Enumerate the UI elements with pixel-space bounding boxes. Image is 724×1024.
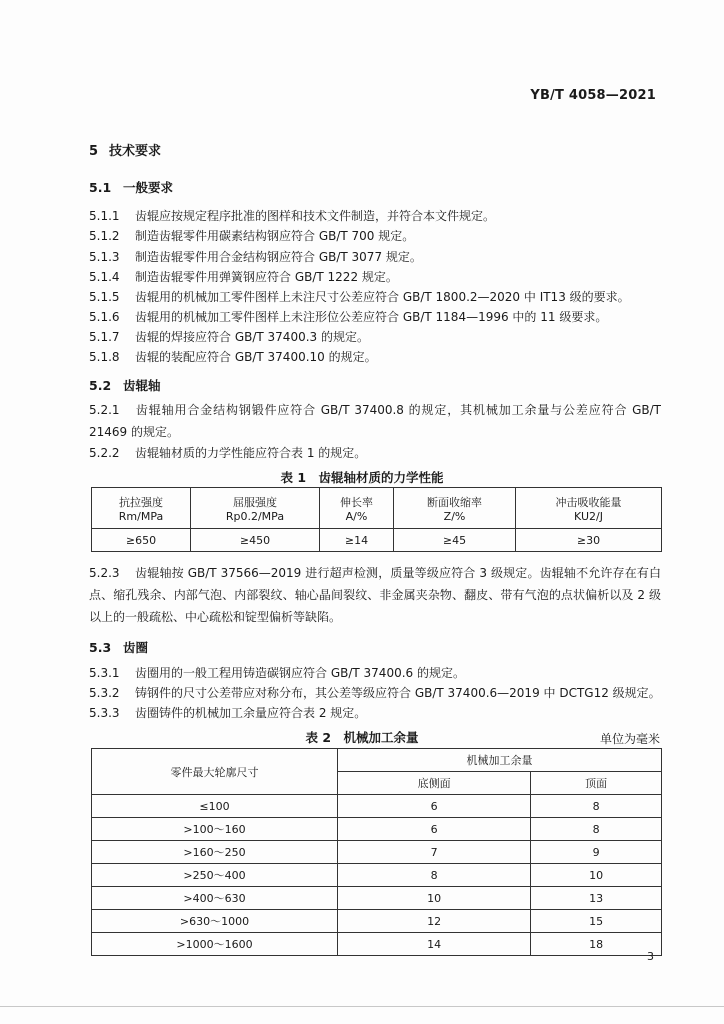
header-unit: A/% [345, 509, 368, 523]
table-cell: >250～400 [92, 864, 338, 887]
section-number: 5.1 [89, 180, 112, 195]
section-5-2-heading [89, 376, 161, 394]
clause-5-1-6 [89, 308, 607, 325]
section-title: 齿辊轴 [123, 378, 161, 393]
clause-number: 5.1.4 [89, 270, 120, 284]
table-cell: >630～1000 [92, 910, 338, 933]
table-row [92, 933, 662, 956]
section-title: 技术要求 [109, 144, 162, 159]
clause-text: 齿辊用的机械加工零件图样上未注尺寸公差应符合 GB/T 1800.2—2020 中 IT13 级的要求。 [135, 290, 630, 304]
standard-number-header: YB/T 4058—2021 [530, 88, 656, 103]
clause-text: 齿辊轴材质的力学性能应符合表 1 的规定。 [135, 446, 367, 460]
clause-number: 5.3.2 [89, 686, 120, 700]
table-row [92, 818, 662, 841]
clause-5-1-5 [89, 288, 630, 305]
clause-5-2-3 [89, 562, 661, 628]
header-unit: KU2/J [574, 509, 603, 523]
clause-number: 5.1.3 [89, 250, 120, 264]
header-cell-elongation [319, 488, 393, 529]
clause-5-3-3 [89, 704, 366, 721]
clause-number: 5.1.7 [89, 330, 120, 344]
clause-text: 制造齿辊零件用弹簧钢应符合 GB/T 1222 规定。 [135, 270, 398, 284]
clause-5-2-2 [89, 444, 366, 461]
clause-5-1-8 [89, 348, 377, 365]
header-cell-side: 底侧面 [338, 772, 531, 795]
clause-text: 齿辊轴用合金结构钢锻件应符合 GB/T 37400.8 的规定，其机械加工余量与公差应符合 GB/T 21469 的规定。 [89, 403, 661, 439]
table-cell: 7 [338, 841, 531, 864]
section-number: 5.3 [89, 640, 112, 655]
table-cell: 6 [338, 818, 531, 841]
table-cell: ≥14 [319, 529, 393, 552]
header-label: 冲击吸收能量 [555, 495, 622, 509]
table-2-caption: 表 2 机械加工余量 [305, 730, 419, 745]
table-cell: 10 [338, 887, 531, 910]
clause-5-1-1 [89, 207, 495, 224]
table-1-caption: 表 1 齿辊轴材质的力学性能 [280, 470, 444, 485]
clause-text: 齿辊的装配应符合 GB/T 37400.10 的规定。 [135, 350, 377, 364]
clause-number: 5.1.8 [89, 350, 120, 364]
table-row [92, 910, 662, 933]
table-header-row [92, 488, 662, 529]
clause-text: 齿圈铸件的机械加工余量应符合表 2 规定。 [135, 706, 367, 720]
table-cell: 14 [338, 933, 531, 956]
section-number: 5 [89, 144, 99, 159]
table-cell: 8 [531, 818, 662, 841]
clause-text: 齿辊轴按 GB/T 37566—2019 进行超声检测，质量等级应符合 3 级规定。齿辊轴不允许存在有白点、缩孔残余、内部气泡、内部裂纹、轴心晶间裂纹、非金属夹杂物、翻皮、带有气泡的点状偏析以及 2 级以上的一般疏松、中心疏松和锭型偏析等缺陷。 [89, 566, 661, 624]
machining-allowance-table [91, 748, 662, 956]
clause-number: 5.2.3 [89, 566, 120, 580]
table-cell: 6 [338, 795, 531, 818]
clause-5-3-1 [89, 664, 465, 681]
clause-number: 5.1.5 [89, 290, 120, 304]
clause-5-1-4 [89, 268, 398, 285]
header-label: 屈服强度 [232, 495, 277, 509]
table-row [92, 841, 662, 864]
table-row [92, 529, 662, 552]
clause-5-1-7 [89, 328, 369, 345]
clause-number: 5.1.1 [89, 209, 120, 223]
table-cell: >160～250 [92, 841, 338, 864]
header-cell-tensile [92, 488, 191, 529]
table-cell: 13 [531, 887, 662, 910]
table-cell: 8 [531, 795, 662, 818]
clause-number: 5.3.1 [89, 666, 120, 680]
section-title: 齿圈 [123, 640, 149, 655]
clause-number: 5.1.6 [89, 310, 120, 324]
clause-5-3-2 [89, 684, 661, 701]
page-number: 3 [647, 950, 654, 963]
table-row [92, 864, 662, 887]
header-unit: Rm/MPa [118, 509, 164, 523]
section-5-1-heading [89, 178, 173, 196]
table-row [92, 887, 662, 910]
table-cell: 10 [531, 864, 662, 887]
header-label: 断面收缩率 [427, 495, 482, 509]
table-cell: 18 [531, 933, 662, 956]
header-unit: Z/% [443, 509, 466, 523]
clause-5-2-1 [89, 399, 661, 443]
section-title: 一般要求 [123, 180, 174, 195]
header-unit: Rp0.2/MPa [225, 509, 285, 523]
clause-5-1-3 [89, 248, 422, 265]
table-cell: >400～630 [92, 887, 338, 910]
clause-5-1-2 [89, 227, 414, 244]
section-5-heading [89, 140, 161, 159]
mechanical-properties-table [91, 487, 662, 552]
clause-text: 铸钢件的尺寸公差带应对称分布，其公差等级应符合 GB/T 37400.6—2019 中 DCTG12 级规定。 [135, 686, 661, 700]
table-header-row [92, 749, 662, 772]
clause-text: 齿辊应按规定程序批准的图样和技术文件制造，并符合本文件规定。 [135, 209, 496, 223]
clause-text: 齿圈用的一般工程用铸造碳钢应符合 GB/T 37400.6 的规定。 [135, 666, 465, 680]
table-cell: ≥450 [190, 529, 319, 552]
section-number: 5.2 [89, 378, 112, 393]
table-cell: ≥30 [516, 529, 662, 552]
clause-number: 5.1.2 [89, 229, 120, 243]
clause-number: 5.3.3 [89, 706, 120, 720]
table-cell: >1000～1600 [92, 933, 338, 956]
header-label: 伸长率 [339, 495, 373, 509]
table-cell: 15 [531, 910, 662, 933]
section-5-3-heading [89, 638, 148, 656]
header-cell-allowance: 机械加工余量 [338, 749, 662, 772]
clause-number: 5.2.1 [89, 403, 120, 417]
table-cell: ≥650 [92, 529, 191, 552]
header-cell-impact [516, 488, 662, 529]
clause-text: 制造齿辊零件用碳素结构钢应符合 GB/T 700 规定。 [135, 229, 415, 243]
header-label: 抗拉强度 [118, 495, 163, 509]
header-cell-size: 零件最大轮廓尺寸 [92, 749, 338, 795]
clause-text: 齿辊的焊接应符合 GB/T 37400.3 的规定。 [135, 330, 369, 344]
header-cell-reduction [394, 488, 516, 529]
header-cell-yield [190, 488, 319, 529]
table-cell: 12 [338, 910, 531, 933]
clause-number: 5.2.2 [89, 446, 120, 460]
table-row [92, 795, 662, 818]
table-cell: >100～160 [92, 818, 338, 841]
clause-text: 制造齿辊零件用合金结构钢应符合 GB/T 3077 规定。 [135, 250, 422, 264]
table-cell: 8 [338, 864, 531, 887]
table-2-unit-note: 单位为毫米 [599, 732, 660, 746]
table-cell: 9 [531, 841, 662, 864]
table-cell: ≤100 [92, 795, 338, 818]
page-edge-divider [0, 1006, 724, 1007]
table-cell: ≥45 [394, 529, 516, 552]
header-cell-top: 顶面 [531, 772, 662, 795]
clause-text: 齿辊用的机械加工零件图样上未注形位公差应符合 GB/T 1184—1996 中的 11 级要求。 [135, 310, 608, 324]
